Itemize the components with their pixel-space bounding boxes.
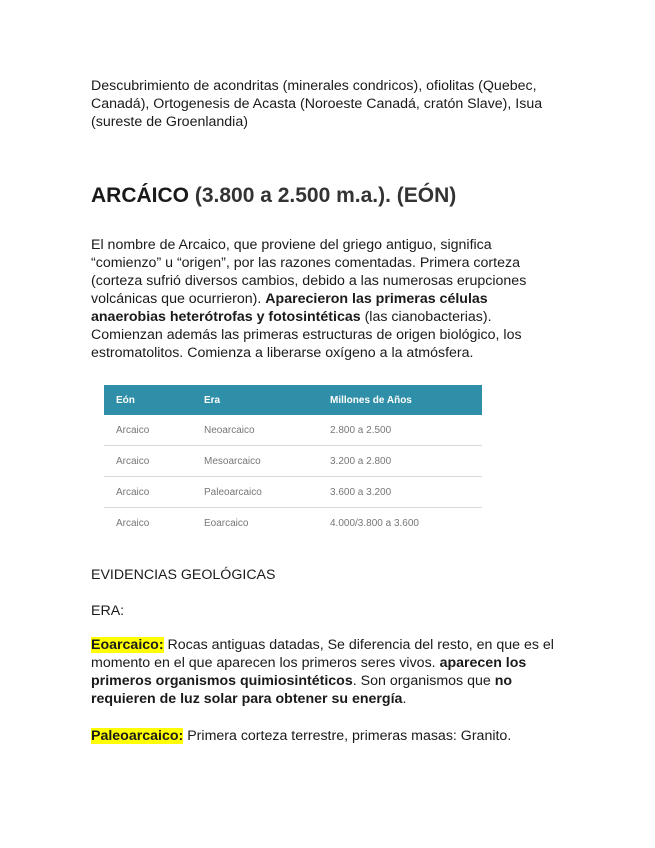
paleoarcaico-label: Paleoarcaico:: [91, 728, 184, 744]
cell-years: 4.000/3.800 a 3.600: [330, 517, 419, 529]
paleoarcaico-text: Primera corteza terrestre, primeras masas: Granito.: [183, 728, 512, 744]
table-row: [104, 446, 482, 477]
table-row: [104, 415, 482, 446]
eoarcaico-bold-2: no requieren de luz solar para obtener su energía: [91, 673, 513, 707]
eoarcaico-label: Eoarcaico:: [91, 637, 164, 653]
heading-main: ARCÁICO: [91, 184, 189, 207]
cell-eon: Arcaico: [104, 446, 192, 477]
eras-table: [104, 385, 482, 538]
era-label: ERA:: [91, 603, 125, 619]
cell-era: Neoarcaico: [192, 415, 318, 446]
eoarcaico-paragraph: [91, 636, 569, 708]
eoarcaico-text-3: .: [402, 691, 407, 707]
intro-paragraph: Descubrimiento de acondritas (minerales condricos), ofiolitas (Quebec, Canadá), Ortogenesis de Acasta (Noroeste Canadá, cratón Slave), Isua (sureste de Groenlandia): [91, 78, 543, 130]
cell-years: 3.600 a 3.200: [318, 477, 482, 508]
arcaico-text-2: (las cianobacterias). Comienzan además las primeras estructuras de origen biológico, los estromatolitos. Comienza a liberarse oxígeno a la atmósfera.: [91, 309, 522, 361]
table-row: [104, 477, 482, 508]
cell-era: Paleoarcaico: [192, 477, 318, 508]
cell-years: 2.800 a 2.500: [318, 415, 482, 446]
cell-era: Mesoarcaico: [192, 446, 318, 477]
cell-eon: Arcaico: [104, 415, 192, 446]
header-eon: Eón: [116, 394, 135, 406]
table-row: [104, 508, 482, 539]
header-era: Era: [204, 394, 221, 406]
cell-era: Eoarcaico: [204, 517, 249, 529]
cell-eon: Arcaico: [104, 477, 192, 508]
arcaico-description: [91, 236, 561, 362]
arcaico-text-1: El nombre de Arcaico, que proviene del griego antiguo, significa “comienzo” u “origen”, por las razones comentadas. Primera corteza (corteza sufrió diversos cambios, debido a las numerosas erupciones volcánicas que ocurrieron).: [91, 237, 527, 307]
table-header-row: [104, 385, 482, 415]
eoarcaico-text-2: . Son organismos que: [352, 673, 495, 689]
eras-table-image: [104, 385, 482, 538]
eoarcaico-bold-1: aparecen los primeros organismos quimiosintéticos: [91, 655, 527, 689]
cell-years: 3.200 a 2.800: [318, 446, 482, 477]
arcaico-bold-1: Aparecieron las primeras células anaerobias heterótrofas y fotosintéticas: [91, 291, 488, 325]
section-heading: [91, 183, 456, 209]
paleoarcaico-paragraph: [91, 727, 569, 745]
evidencias-heading: EVIDENCIAS GEOLÓGICAS: [91, 567, 276, 583]
heading-range: (3.800 a 2.500 m.a.). (EÓN): [189, 184, 457, 207]
eoarcaico-text-1: Rocas antiguas datadas, Se diferencia del resto, en que es el momento en el que aparecen los primeros seres vivos.: [91, 637, 554, 671]
cell-eon: Arcaico: [116, 517, 150, 529]
header-years: Millones de Años: [330, 394, 412, 406]
